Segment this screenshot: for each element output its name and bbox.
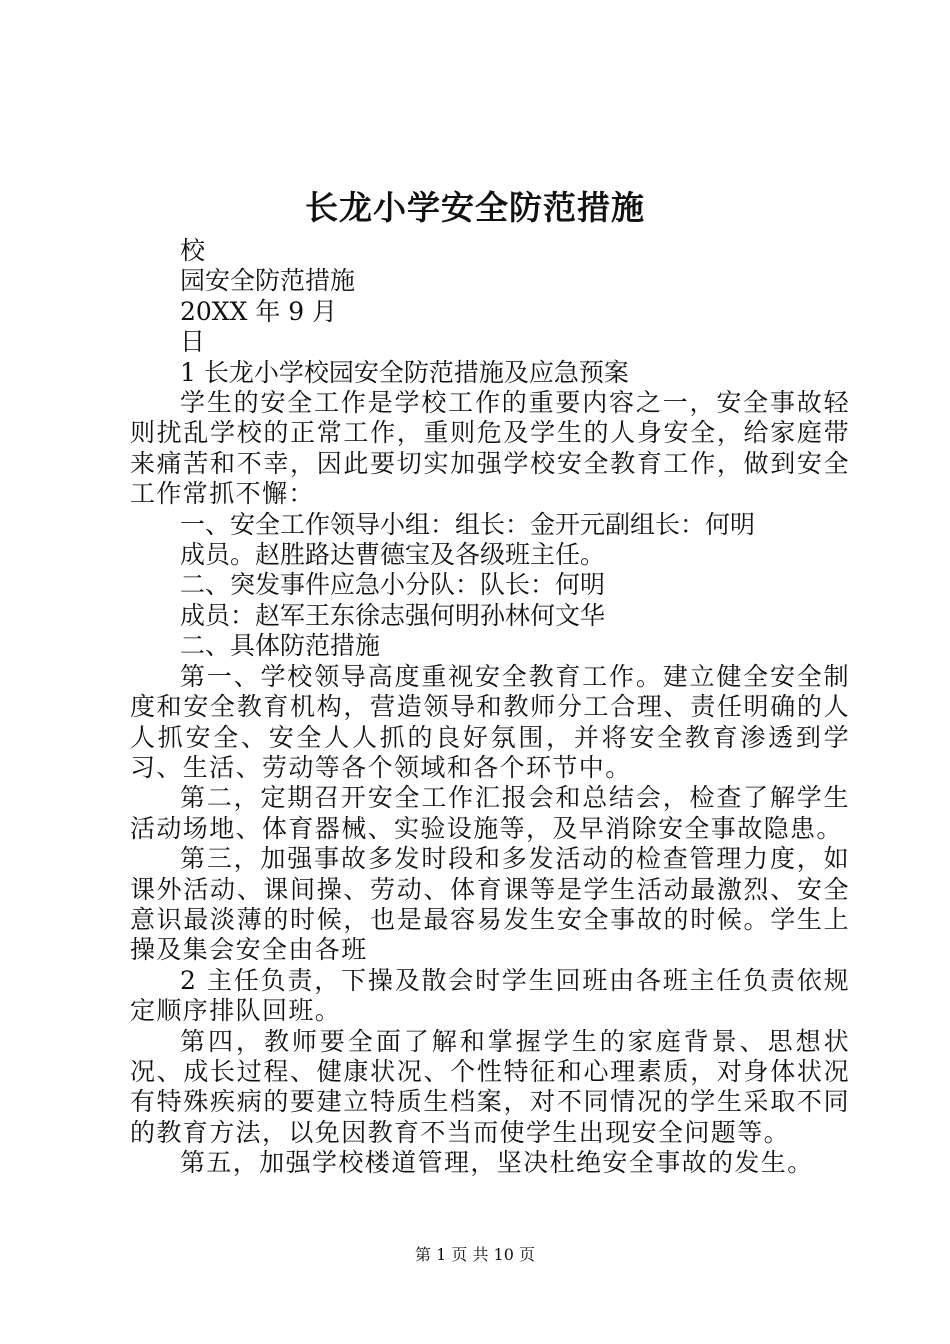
section-heading: 1 长龙小学校园安全防范措施及应急预案 xyxy=(180,357,629,387)
header-line: 校 xyxy=(180,236,206,265)
measure-paragraph: 第三，加强事故多发时段和多发活动的检查管理力度，如课外活动、课间操、劳动、体育课等是学生活动最激烈、安全意识最淡薄的时候，也是最容易发生安全事故的时候。学生上操及集会安全由各班 xyxy=(130,844,850,965)
page-title: 长龙小学安全防范措施 xyxy=(305,188,645,227)
header-line: 20XX 年 9 月 xyxy=(180,296,338,326)
measure-paragraph: 2 主任负责，下操及散会时学生回班由各班主任负责依规定顺序排队回班。 xyxy=(130,965,850,1026)
measure-paragraph: 第二，定期召开安全工作汇报会和总结会，检查了解学生活动场地、体育器械、实验设施等，及早消除安全事故隐患。 xyxy=(130,783,850,843)
document-body xyxy=(130,236,850,1179)
intro-paragraph: 学生的安全工作是学校工作的重要内容之一，安全事故轻则扰乱学校的正常工作，重则危及学生的人身安全，给家庭带来痛苦和不幸，因此要切实加强学校安全教育工作，做到安全工作常抓不懈： xyxy=(130,388,850,509)
emergency-members: 成员：赵军王东徐志强何明孙林何文华 xyxy=(180,600,606,630)
measure-paragraph: 第四，教师要全面了解和掌握学生的家庭背景、思想状况、成长过程、健康状况、个性特征和心理素质，对身体状况有特殊疾病的要建立特质生档案，对不同情况的学生采取不同的教育方法，以免因教育不当而使学生出现安全问题等。 xyxy=(130,1026,850,1147)
leadership-group: 一、安全工作领导小组：组长：金开元副组长：何明 xyxy=(180,509,756,539)
measure-paragraph: 第一、学校领导高度重视安全教育工作。建立健全安全制度和安全教育机构，营造领导和教师分工合理、责任明确的人人抓安全、安全人人抓的良好氛围，并将安全教育渗透到学习、生活、劳动等各个领域和各个环节中。 xyxy=(130,661,850,782)
header-line: 日 xyxy=(180,327,206,357)
leadership-members: 成员。赵胜路达曹德宝及各级班主任。 xyxy=(180,540,606,570)
emergency-team: 二、突发事件应急小分队：队长：何明 xyxy=(180,570,606,600)
page-indicator: 第 1 页 共 10 页 xyxy=(415,1245,535,1264)
measures-heading: 二、具体防范措施 xyxy=(180,631,381,661)
header-line: 园安全防范措施 xyxy=(180,266,356,296)
measure-paragraph: 第五，加强学校楼道管理，坚决杜绝安全事故的发生。 xyxy=(180,1148,814,1178)
